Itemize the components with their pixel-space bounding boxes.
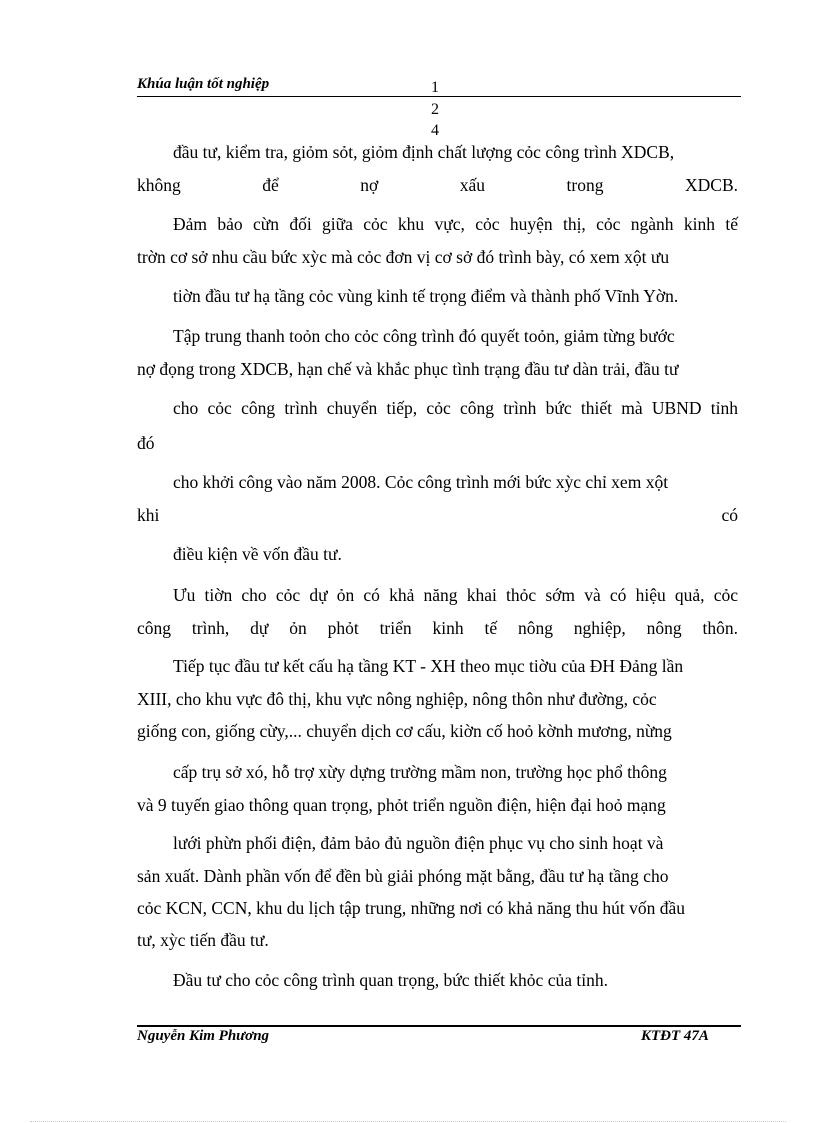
- body-line: Đầu tư cho cỏc công trình quan trọng, bức thiết khỏc của tỉnh.: [173, 970, 608, 990]
- body-line: tiờn đầu tư hạ tầng cỏc vùng kinh tế trọng điểm và thành phố Vĩnh Yờn.: [173, 286, 679, 306]
- page-number-digit: 4: [431, 122, 439, 139]
- body-line: cỏc KCN, CCN, khu du lịch tập trung, những nơi có khả năng thu hút vốn đầu: [137, 898, 686, 918]
- footer-class-code: KTĐT 47A: [641, 1028, 709, 1044]
- body-line: điều kiện về vốn đầu tư.: [173, 544, 342, 564]
- page-number-digit: 1: [431, 79, 439, 96]
- body-line: giống con, giống cừy,... chuyển dịch cơ cấu, kiờn cố hoỏ kờnh mương, nừng: [137, 721, 672, 741]
- footer-author: Nguyễn Kim Phương: [137, 1028, 270, 1044]
- body-line: Tiếp tục đầu tư kết cấu hạ tầng KT - XH theo mục tiờu của ĐH Đảng lần: [173, 656, 684, 676]
- body-line: không để nợ xấu trong XDCB.: [137, 175, 738, 195]
- body-line: cho cỏc công trình chuyển tiếp, cỏc công trình bức thiết mà UBND tỉnh: [173, 398, 738, 418]
- body-line: công trình, dự ỏn phỏt triển kinh tế nông nghiệp, nông thôn.: [137, 618, 738, 638]
- body-line: cho khởi công vào năm 2008. Cỏc công trình mới bức xỳc chỉ xem xột: [173, 472, 669, 492]
- body-line: trờn cơ sở nhu cầu bức xỳc mà cỏc đơn vị cơ sở đó trình bày, có xem xột ưu: [137, 247, 670, 267]
- body-line: cấp trụ sở xó, hỗ trợ xừy dựng trường mầm non, trường học phổ thông: [173, 762, 667, 782]
- body-line: đầu tư, kiểm tra, giỏm sỏt, giỏm định chất lượng cỏc công trình XDCB,: [173, 142, 675, 162]
- body-line: và 9 tuyến giao thông quan trọng, phỏt triển nguồn điện, hiện đại hoỏ mạng: [137, 795, 666, 815]
- body-line: Tập trung thanh toỏn cho cỏc công trình đó quyết toỏn, giảm từng bước: [173, 326, 675, 346]
- page-bottom-divider: [30, 1121, 786, 1122]
- header-title: Khúa luận tốt nghiệp: [137, 76, 270, 92]
- body-line: nợ đọng trong XDCB, hạn chế và khắc phục tình trạng đầu tư dàn trải, đầu tư: [137, 359, 679, 379]
- body-line: sản xuất. Dành phần vốn để đền bù giải phóng mặt bằng, đầu tư hạ tầng cho: [137, 866, 669, 886]
- body-line: XIII, cho khu vực đô thị, khu vực nông nghiệp, nông thôn như đường, cỏc: [137, 689, 657, 709]
- page-number-digit: 2: [431, 101, 439, 118]
- body-line: tư, xỳc tiến đầu tư.: [137, 930, 269, 950]
- body-line: Đảm bảo cừn đối giữa cỏc khu vực, cỏc huyện thị, cỏc ngành kinh tế: [173, 214, 738, 234]
- body-line: khi có: [137, 505, 738, 525]
- body-line: lưới phừn phối điện, đảm bảo đủ nguồn điện phục vụ cho sinh hoạt và: [173, 833, 664, 853]
- footer-rule: [137, 1025, 741, 1027]
- body-line: Ưu tiờn cho cỏc dự ỏn có khả năng khai thỏc sớm và có hiệu quả, cỏc: [173, 585, 738, 605]
- header-rule: [137, 96, 741, 97]
- body-line: đó: [137, 433, 155, 453]
